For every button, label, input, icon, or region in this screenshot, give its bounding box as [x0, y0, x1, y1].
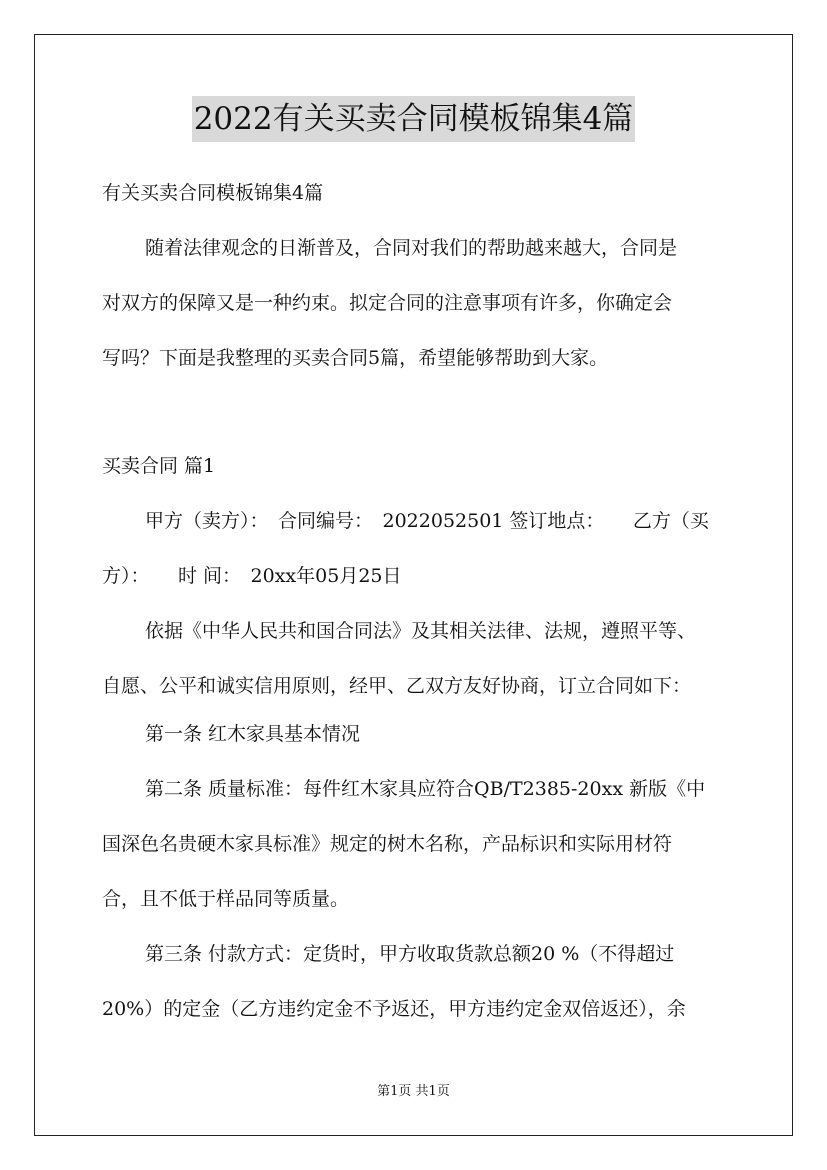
paragraph-line: 合，且不低于样品同等质量。 — [102, 888, 350, 910]
section-heading: 买卖合同 篇1 — [102, 455, 216, 477]
paragraph-line: 第二条 质量标准：每件红木家具应符合QB/T2385-20xx 新版《中 — [145, 778, 706, 800]
paragraph-line: 对双方的保障又是一种约束。拟定合同的注意事项有许多，你确定会 — [102, 292, 673, 314]
paragraph-line: 甲方（卖方）： 合同编号： 2022052501 签订地点： 乙方（买 — [145, 510, 709, 532]
title-container — [0, 96, 827, 142]
paragraph-line: 国深色名贵硬木家具标准》规定的树木名称，产品标识和实际用材符 — [102, 833, 673, 855]
paragraph-line: 方）： 时 间： 20xx年05月25日 — [102, 565, 402, 587]
clause-heading: 第一条 红木家具基本情况 — [145, 723, 361, 745]
paragraph-line: 20%）的定金（乙方违约定金不予返还，甲方违约定金双倍返还），余 — [102, 998, 686, 1020]
document-title: 2022有关买卖合同模板锦集4篇 — [192, 96, 636, 142]
page-footer: 第1页 共1页 — [377, 1084, 450, 1099]
paragraph-line: 随着法律观念的日渐普及，合同对我们的帮助越来越大，合同是 — [145, 237, 678, 259]
paragraph-line: 第三条 付款方式：定货时，甲方收取货款总额20 %（不得超过 — [145, 943, 675, 965]
document-subtitle: 有关买卖合同模板锦集4篇 — [102, 182, 324, 204]
paragraph-line: 写吗？下面是我整理的买卖合同5篇，希望能够帮助到大家。 — [102, 347, 609, 369]
paragraph-line: 依据《中华人民共和国合同法》及其相关法律、法规，遵照平等、 — [145, 620, 697, 642]
paragraph-line: 自愿、公平和诚实信用原则，经甲、乙双方友好协商，订立合同如下： — [102, 675, 692, 697]
